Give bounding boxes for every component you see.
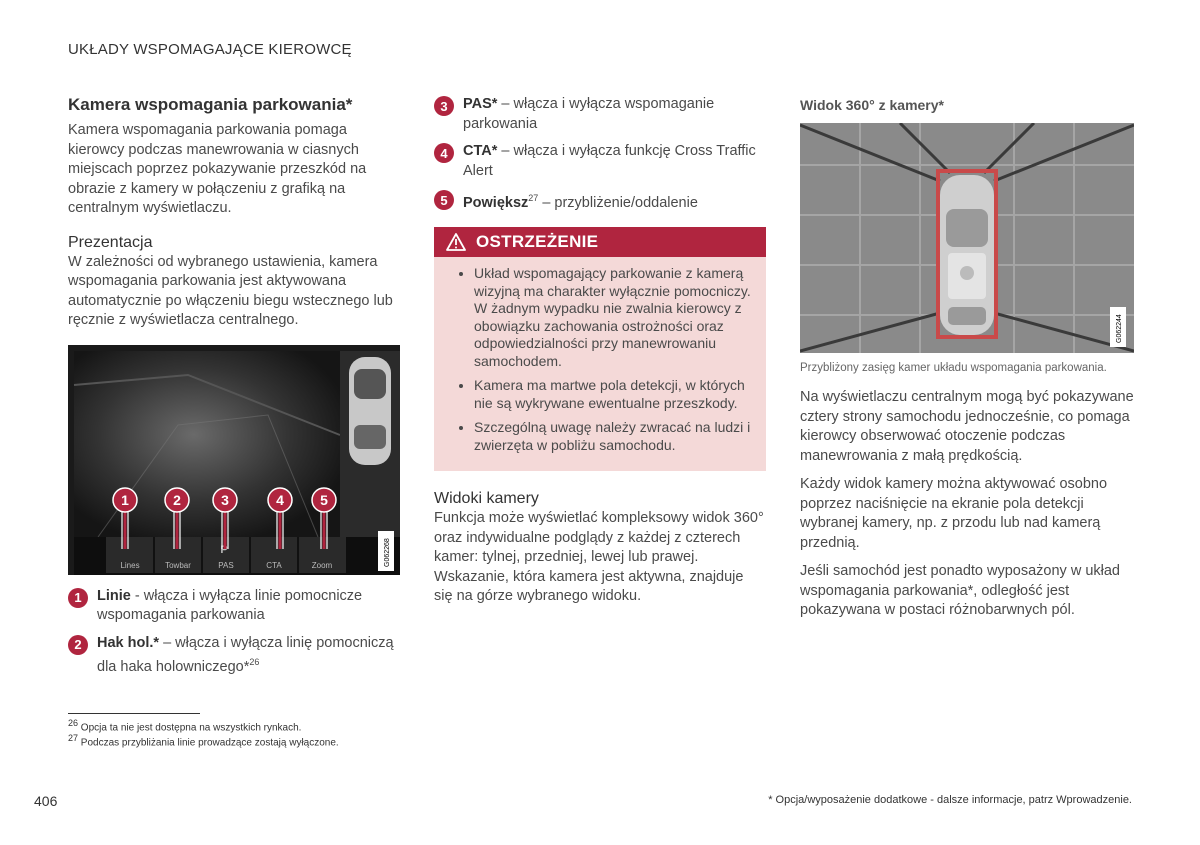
page-number: 406 bbox=[34, 793, 58, 809]
warning-item: • Układ wspomagający parkowanie z kamerą wizyjną ma charakter wyłącznie pomocniczy. W żadnym wypadku nie zwalnia kierowcy z obowiązku zachowania ostrożności oraz odpowiedzialności przy manewrowaniu samochodem. bbox=[474, 265, 754, 370]
callout-term: CTA* bbox=[463, 143, 498, 159]
figure-caption: Przybliżony zasięg kamer układu wspomagania parkowania. bbox=[800, 362, 1107, 374]
callout-number: 5 bbox=[434, 190, 454, 210]
paragraph: Na wyświetlaczu centralnym mogą być pokazywane cztery strony samochodu jednocześnie, co pomaga kierowcy obserwować otoczenie podczas manewrowania z małą prędkością. bbox=[800, 389, 1134, 464]
footnote-number: 27 bbox=[68, 733, 79, 743]
paragraph: Każdy widok kamery można aktywować osobno poprzez naciśnięcie na ekranie pola detekcji wybranej kamery, np. z przodu lub nad kamerą przednią. bbox=[800, 476, 1108, 551]
widoki-paragraph: Funkcja może wyświetlać kompleksowy widok 360° oraz indywidualne podglądy z każdej z czterech kamer: tylnej, przedniej, lewej lub prawej. Wskazanie, która kamera jest aktywna, znajduje się na górze wybranego widoku. bbox=[434, 510, 764, 605]
section-title: Kamera wspomagania parkowania* bbox=[68, 95, 353, 114]
footnote-27 bbox=[68, 733, 339, 748]
screen-button-pas: PAS bbox=[218, 560, 234, 570]
screen-button-lines: Lines bbox=[120, 560, 140, 570]
screen-button-zoom: Zoom bbox=[311, 560, 333, 570]
warning-item: • Szczególną uwagę należy zwracać na ludzi i zwierzęta w pobliżu samochodu. bbox=[474, 419, 754, 454]
callout-term: Powiększ bbox=[463, 194, 529, 211]
chapter-header: UKŁADY WSPOMAGAJĄCE KIEROWCĘ bbox=[68, 41, 352, 58]
camera-360-svg bbox=[800, 123, 1134, 353]
callout-term: Linie bbox=[97, 587, 131, 604]
callout-list-1 bbox=[68, 587, 400, 678]
warning-title: OSTRZEŻENIE bbox=[476, 232, 599, 252]
image-id-label: G062268 bbox=[384, 537, 391, 567]
callout-text: – włącza i wyłącza funkcję Cross Traffic Alert bbox=[463, 143, 756, 179]
callout-text: – włącza i wyłącza linię pomocniczą dla haka holowniczego* bbox=[97, 634, 394, 675]
callout-text: – przybliżenie/oddalenie bbox=[538, 194, 698, 211]
footnote-number: 26 bbox=[68, 718, 79, 728]
paragraph: Jeśli samochód jest ponadto wyposażony w układ wspomagania parkowania*, odległość jest pokazywana w postaci różnobarwnych pól. bbox=[800, 563, 1120, 618]
callout-number: 2 bbox=[68, 635, 88, 655]
badge-1: 1 bbox=[121, 491, 129, 508]
footnote-text: Opcja ta nie jest dostępna na wszystkich rynkach. bbox=[80, 722, 302, 734]
badge-3: 3 bbox=[221, 491, 229, 508]
column-1 bbox=[68, 95, 400, 685]
callout-text: – włącza i wyłącza wspomaganie parkowania bbox=[463, 96, 715, 132]
camera-screen-svg bbox=[68, 345, 400, 575]
callout-item-3 bbox=[434, 95, 766, 134]
screen-button-towbar: Towbar bbox=[165, 560, 191, 570]
subheading-widoki-kamery: Widoki kamery bbox=[434, 490, 539, 508]
badge-2: 2 bbox=[173, 491, 181, 508]
pas-glyph: P bbox=[220, 543, 228, 556]
footnote-26 bbox=[68, 718, 301, 733]
callout-number: 1 bbox=[68, 588, 88, 608]
callout-term: Hak hol.* bbox=[97, 634, 160, 651]
badge-5: 5 bbox=[320, 491, 328, 508]
intro-paragraph: Kamera wspomagania parkowania pomaga kierowcy podczas manewrowania w ciasnych miejscach poprzez pokazywanie przeszkód na obrazie z kamery w połączeniu z grafiką na centralnym wyświetlaczu. bbox=[68, 122, 367, 216]
callout-number: 4 bbox=[434, 143, 454, 163]
subheading-widok-360: Widok 360° z kamery* bbox=[800, 97, 944, 113]
camera-360-illustration bbox=[800, 123, 1134, 353]
callout-item-1 bbox=[68, 587, 400, 626]
warning-list bbox=[434, 257, 766, 454]
footer-note: * Opcja/wyposażenie dodatkowe - dalsze informacje, patrz Wprowadzenie. bbox=[768, 794, 1132, 806]
footnote-ref[interactable]: 27 bbox=[528, 193, 539, 203]
callout-item-2 bbox=[68, 634, 400, 678]
warning-item: • Kamera ma martwe pola detekcji, w których nie są wykrywane ewentualne przeszkody. bbox=[474, 377, 754, 412]
warning-header bbox=[434, 227, 766, 257]
column-3 bbox=[800, 95, 1134, 621]
screen-button-cta: CTA bbox=[266, 560, 282, 570]
camera-screen-illustration bbox=[68, 345, 400, 575]
callout-text: - włącza i wyłącza linie pomocnicze wspomagania parkowania bbox=[97, 587, 363, 623]
footnote-ref[interactable]: 26 bbox=[249, 657, 260, 667]
warning-box bbox=[434, 227, 766, 471]
callout-item-4 bbox=[434, 142, 766, 181]
callout-term: PAS* bbox=[463, 96, 498, 112]
subheading-prezentacja: Prezentacja bbox=[68, 233, 153, 251]
footnote-divider bbox=[68, 713, 200, 714]
column-2 bbox=[434, 95, 766, 607]
warning-triangle-icon bbox=[446, 233, 466, 251]
footnote-text: Podczas przybliżania linie prowadzące zostają wyłączone. bbox=[80, 737, 339, 749]
callout-item-5 bbox=[434, 189, 766, 213]
badge-4: 4 bbox=[276, 491, 284, 508]
image-id-label: G062244 bbox=[1116, 314, 1123, 343]
callout-number: 3 bbox=[434, 96, 454, 116]
prezentacja-paragraph: W zależności od wybranego ustawienia, kamera wspomagania parkowania jest aktywowana automatycznie po włączeniu biegu wstecznego lub ręcznie z wyświetlacza centralnego. bbox=[68, 253, 393, 328]
